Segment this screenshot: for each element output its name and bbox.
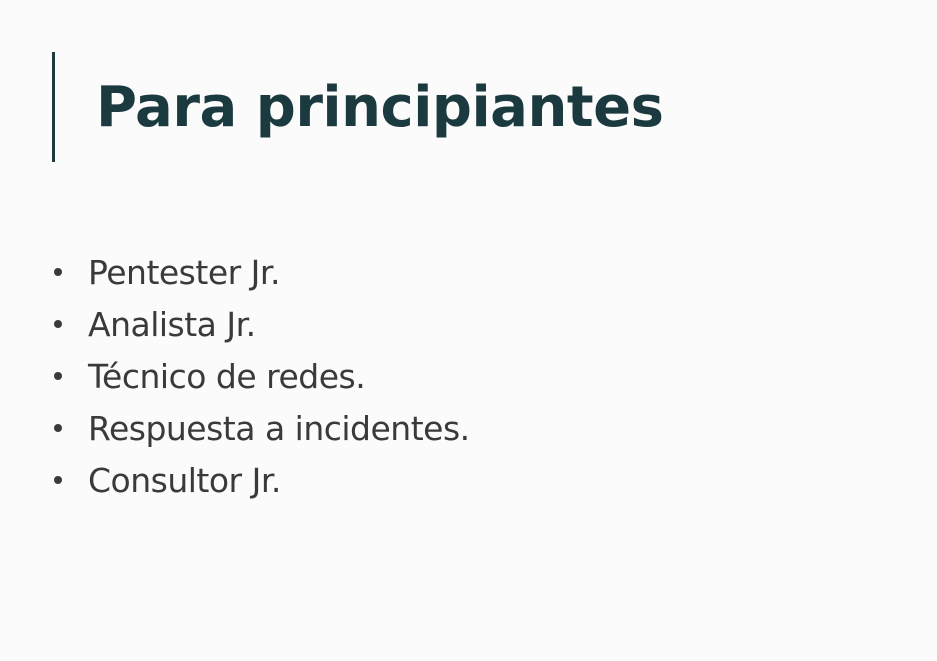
bullet-icon [54, 268, 62, 276]
list-item [50, 298, 470, 350]
bullet-icon [54, 476, 62, 484]
list-item [50, 246, 470, 298]
list-item-text: Técnico de redes. [88, 356, 366, 396]
bullet-icon [54, 372, 62, 380]
list-item-text: Consultor Jr. [88, 460, 281, 500]
list-item [50, 402, 470, 454]
bullet-icon [54, 320, 62, 328]
bullet-icon [54, 424, 62, 432]
slide-title: Para principiantes [96, 75, 664, 140]
list-item [50, 454, 470, 506]
list-item-text: Pentester Jr. [88, 252, 280, 292]
list-item-text: Respuesta a incidentes. [88, 408, 470, 448]
bullet-list [50, 246, 470, 506]
list-item [50, 350, 470, 402]
title-accent-bar [52, 52, 55, 162]
list-item-text: Analista Jr. [88, 304, 256, 344]
